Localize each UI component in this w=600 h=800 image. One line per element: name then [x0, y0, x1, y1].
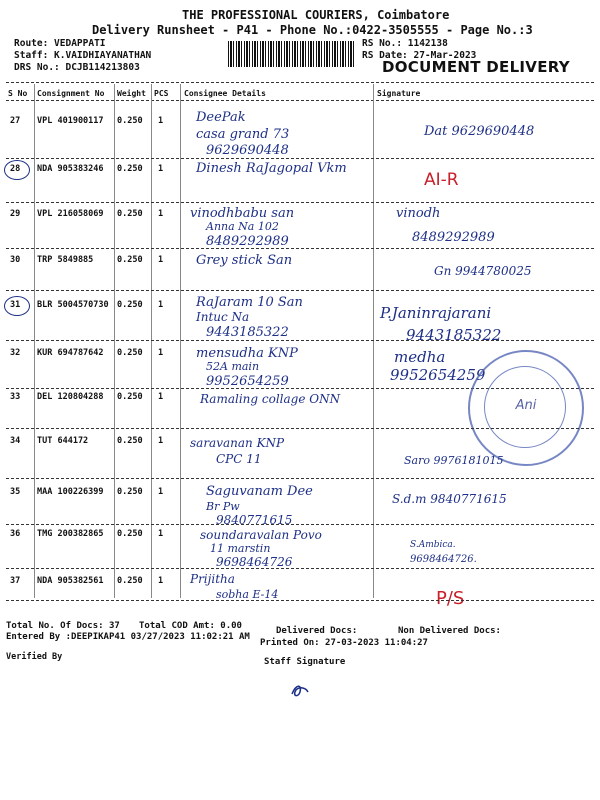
row-weight: 0.250 — [117, 348, 143, 358]
verified-by: Verified By — [6, 652, 63, 662]
row-consignment: DEL 120804288 — [37, 392, 104, 402]
row-consignment: NDA 905382561 — [37, 576, 104, 586]
row-sno: 34 — [10, 436, 21, 446]
company-title: THE PROFESSIONAL COURIERS, Coimbatore — [182, 8, 450, 22]
row-divider — [6, 340, 594, 341]
row-divider — [6, 478, 594, 479]
col-consignee-details: Consignee Details — [184, 89, 266, 98]
rs-date: RS Date: 27-Mar-2023 — [362, 50, 477, 61]
row-weight: 0.250 — [117, 576, 143, 586]
row-sno: 31 — [10, 300, 21, 310]
row-pcs: 1 — [158, 487, 164, 497]
signature-name: medha — [394, 348, 446, 366]
row-pcs: 1 — [158, 255, 164, 265]
consignee-phone: 9629690448 — [206, 143, 289, 158]
col-pcs: PCS — [154, 89, 169, 98]
row-sno: 32 — [10, 348, 21, 358]
row-pcs: 1 — [158, 209, 164, 219]
total-cod: Total COD Amt: 0.00 — [139, 621, 242, 631]
row-divider — [6, 158, 594, 159]
route-label: Route: VEDAPPATI — [14, 38, 106, 49]
consignee-name: Grey stick San — [196, 253, 293, 268]
signature-name: S.Ambica. — [410, 540, 456, 550]
runsheet-subtitle: Delivery Runsheet - P41 - Phone No.:0422-3505555 - Page No.:3 — [92, 23, 533, 37]
total-docs: Total No. Of Docs: 37 — [6, 621, 120, 631]
row-sno: 28 — [10, 164, 21, 174]
row-consignment: VPL 401900117 — [37, 116, 104, 126]
row-weight: 0.250 — [117, 255, 143, 265]
row-weight: 0.250 — [117, 209, 143, 219]
signature: Dat 9629690448 — [424, 124, 535, 139]
consignee-name: soundaravalan Povo — [200, 528, 322, 542]
consignee-name: Prijitha — [190, 572, 235, 586]
row-pcs: 1 — [158, 348, 164, 358]
row-weight: 0.250 — [117, 436, 143, 446]
row-divider — [6, 524, 594, 525]
signature-phone: 9952654259 — [390, 366, 486, 384]
rs-number: RS No.: 1142138 — [362, 38, 448, 49]
row-pcs: 1 — [158, 529, 164, 539]
consignee-name: mensudha KNP — [196, 346, 298, 361]
row-divider — [6, 248, 594, 249]
col-consignment: Consignment No — [37, 89, 105, 98]
consignee-phone: 8489292989 — [206, 234, 289, 249]
row-pcs: 1 — [158, 164, 164, 174]
row-divider — [6, 202, 594, 203]
document-delivery-stamp: DOCUMENT DELIVERY — [382, 58, 570, 76]
header-divider-bottom — [6, 100, 594, 101]
row-sno: 36 — [10, 529, 21, 539]
row-consignment: TMG 200382865 — [37, 529, 104, 539]
row-pcs: 1 — [158, 436, 164, 446]
row-consignment: NDA 905383246 — [37, 164, 104, 174]
consignee-phone: 9698464726 — [216, 555, 293, 569]
signature: S.d.m 9840771615 — [392, 492, 507, 506]
column-line — [151, 84, 152, 598]
row-pcs: 1 — [158, 116, 164, 126]
signature: Saro 9976181015 — [404, 454, 504, 467]
stamp-signature: Ani — [515, 398, 537, 413]
table-bottom-divider — [6, 600, 594, 601]
non-delivered-docs: Non Delivered Docs: — [398, 626, 501, 636]
row-sno: 35 — [10, 487, 21, 497]
consignee-address: 52A main — [206, 360, 260, 373]
consignee-address: sobha E-14 — [216, 588, 279, 601]
col-weight: Weight — [117, 89, 146, 98]
row-sno: 27 — [10, 116, 21, 126]
row-consignment: BLR 5004570730 — [37, 300, 109, 310]
signature-name: P.Janinrajarani — [380, 304, 492, 322]
seal-stamp — [468, 350, 584, 466]
consignee-phone: 9840771615 — [216, 513, 293, 527]
signature: P/S — [436, 588, 465, 609]
consignee-address: Br Pw — [206, 500, 240, 513]
consignee-name: vinodhbabu san — [190, 206, 295, 221]
row-consignment: KUR 694787642 — [37, 348, 104, 358]
column-line — [180, 84, 181, 598]
staff-signature-scribble — [288, 682, 312, 700]
signature-phone: 8489292989 — [412, 230, 495, 245]
consignee-address: Anna Na 102 — [206, 220, 279, 233]
entered-by: Entered By :DEEPIKAP41 03/27/2023 11:02:21 AM — [6, 632, 250, 642]
row-divider — [6, 428, 594, 429]
col-signature: Signature — [377, 89, 421, 98]
row-weight: 0.250 — [117, 529, 143, 539]
row-weight: 0.250 — [117, 392, 143, 402]
consignee-phone: 9952654259 — [206, 374, 289, 389]
row-weight: 0.250 — [117, 300, 143, 310]
drs-number: DRS No.: DCJB114213803 — [14, 62, 140, 73]
row-pcs: 1 — [158, 300, 164, 310]
consignee-address: casa grand 73 — [196, 127, 290, 142]
row-sno: 30 — [10, 255, 21, 265]
row-sno: 37 — [10, 576, 21, 586]
row-weight: 0.250 — [117, 116, 143, 126]
consignee-name: Dinesh RaJagopal Vkm — [196, 161, 347, 176]
row-sno: 29 — [10, 209, 21, 219]
consignee-name: RaJaram 10 San — [196, 295, 303, 310]
row-consignment: TRP 5849885 — [37, 255, 94, 265]
row-pcs: 1 — [158, 392, 164, 402]
barcode — [228, 41, 356, 67]
row-consignment: MAA 100226399 — [37, 487, 104, 497]
consignee-address: 11 marstin — [210, 542, 271, 555]
row-divider — [6, 290, 594, 291]
consignee-address: Intuc Na — [196, 310, 250, 324]
col-sno: S No — [8, 89, 28, 98]
signature-phone: 9443185322 — [406, 326, 502, 344]
printed-on: Printed On: 27-03-2023 11:04:27 — [260, 638, 428, 648]
consignee-name: saravanan KNP — [190, 436, 285, 450]
consignee-name: DeePak — [196, 110, 246, 125]
consignee-name: Ramaling collage ONN — [200, 392, 341, 406]
row-weight: 0.250 — [117, 487, 143, 497]
signature-name: vinodh — [396, 206, 441, 221]
signature-phone: 9698464726. — [410, 554, 477, 565]
row-divider — [6, 568, 594, 569]
staff-signature-label: Staff Signature — [264, 657, 346, 667]
row-sno: 33 — [10, 392, 21, 402]
row-weight: 0.250 — [117, 164, 143, 174]
signature: AI-R — [424, 170, 459, 190]
staff-label: Staff: K.VAIDHIAYANATHAN — [14, 50, 152, 61]
column-line — [34, 84, 35, 598]
consignee-phone: 9443185322 — [206, 325, 289, 340]
consignee-address: CPC 11 — [216, 452, 262, 466]
consignee-name: Saguvanam Dee — [206, 484, 313, 499]
delivered-docs: Delivered Docs: — [276, 626, 358, 636]
signature: Gn 9944780025 — [434, 264, 532, 278]
column-line — [373, 84, 374, 598]
header-divider-top — [6, 82, 594, 83]
column-line — [114, 84, 115, 598]
row-pcs: 1 — [158, 576, 164, 586]
row-consignment: TUT 644172 — [37, 436, 89, 446]
row-consignment: VPL 216058069 — [37, 209, 104, 219]
